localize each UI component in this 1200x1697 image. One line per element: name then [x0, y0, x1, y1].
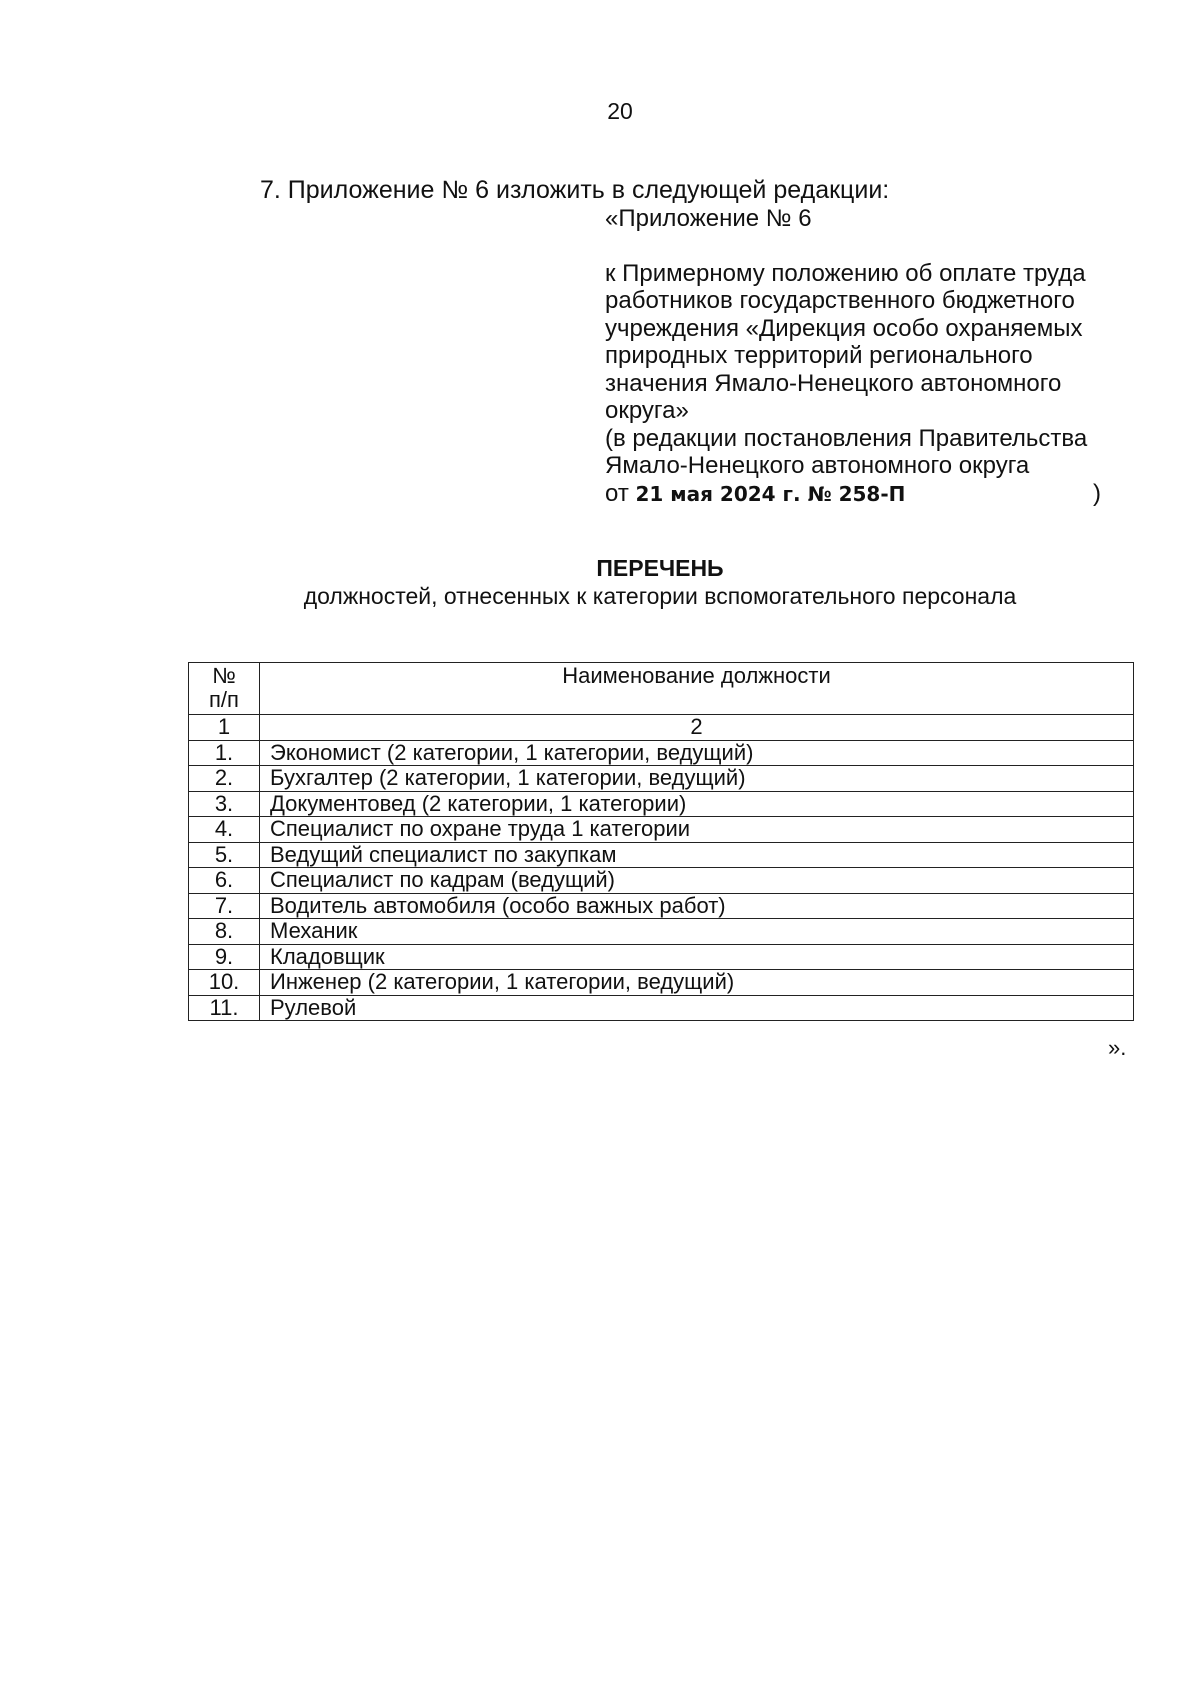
row-number: 9.: [189, 944, 260, 970]
header-number: [189, 663, 260, 715]
amendment-intro: 7. Приложение № 6 изложить в следующей редакции:: [260, 176, 890, 204]
row-number: 4.: [189, 817, 260, 843]
row-position-name: Ведущий специалист по закупкам: [260, 842, 1134, 868]
row-number: 8.: [189, 919, 260, 945]
row-position-name: Специалист по охране труда 1 категории: [260, 817, 1134, 843]
appendix-description: [605, 260, 1125, 509]
row-position-name: Водитель автомобиля (особо важных работ): [260, 893, 1134, 919]
row-position-name: Кладовщик: [260, 944, 1134, 970]
page-number: 20: [607, 98, 633, 124]
row-number: 11.: [189, 995, 260, 1021]
appendix-line: работников государственного бюджетного: [605, 287, 1075, 314]
row-number: 5.: [189, 842, 260, 868]
row-number: 1.: [189, 740, 260, 766]
table-row: [189, 893, 1134, 919]
list-subtitle: должностей, отнесенных к категории вспомогательного персонала: [303, 583, 1017, 609]
row-number: 10.: [189, 970, 260, 996]
row-number: 3.: [189, 791, 260, 817]
row-position-name: Документовед (2 категории, 1 категории): [260, 791, 1134, 817]
edition-prefix: от: [605, 479, 629, 507]
row-position-name: Специалист по кадрам (ведущий): [260, 868, 1134, 894]
appendix-line: округа»: [605, 397, 689, 424]
appendix-line: природных территорий регионального: [605, 342, 1033, 369]
row-position-name: Механик: [260, 919, 1134, 945]
row-number: 7.: [189, 893, 260, 919]
appendix-line: значения Ямало-Ненецкого автономного: [605, 369, 1062, 397]
list-title: ПЕРЕЧЕНЬ: [596, 555, 724, 581]
edition-close-paren: ): [1093, 479, 1101, 507]
index-cell-name: 2: [260, 715, 1134, 741]
row-position-name: Экономист (2 категории, 1 категории, ведущий): [260, 740, 1134, 766]
table-row: [189, 766, 1134, 792]
appendix-line: к Примерному положению об оплате труда: [605, 259, 1086, 287]
edition-date: 21 мая 2024 г. № 258-П: [635, 481, 906, 506]
header-name: Наименование должности: [260, 663, 1134, 715]
table-header-row: [189, 663, 1134, 715]
row-number: 6.: [189, 868, 260, 894]
closing-quote: ».: [1108, 1035, 1127, 1060]
row-position-name: Бухгалтер (2 категории, 1 категории, ведущий): [260, 766, 1134, 792]
row-position-name: Инженер (2 категории, 1 категории, ведущий): [260, 970, 1134, 996]
header-number-line: п/п: [209, 687, 239, 712]
table-row: [189, 944, 1134, 970]
table-row: [189, 995, 1134, 1021]
table-row: [189, 791, 1134, 817]
table-row: [189, 740, 1134, 766]
appendix-line: учреждения «Дирекция особо охраняемых: [605, 314, 1083, 342]
appendix-title: «Приложение № 6: [605, 205, 812, 232]
edition-line: [605, 480, 1125, 509]
positions-table: [188, 662, 1134, 1021]
table-row: [189, 817, 1134, 843]
header-number-line: №: [212, 663, 236, 688]
table-row: [189, 842, 1134, 868]
row-number: 2.: [189, 766, 260, 792]
appendix-line: Ямало-Ненецкого автономного округа: [605, 452, 1030, 479]
table-index-row: [189, 715, 1134, 741]
index-cell-number: 1: [189, 715, 260, 741]
table-row: [189, 868, 1134, 894]
appendix-header: [605, 205, 1125, 508]
table-row: [189, 919, 1134, 945]
table-row: [189, 970, 1134, 996]
row-position-name: Рулевой: [260, 995, 1134, 1021]
appendix-line: (в редакции постановления Правительства: [605, 424, 1088, 452]
